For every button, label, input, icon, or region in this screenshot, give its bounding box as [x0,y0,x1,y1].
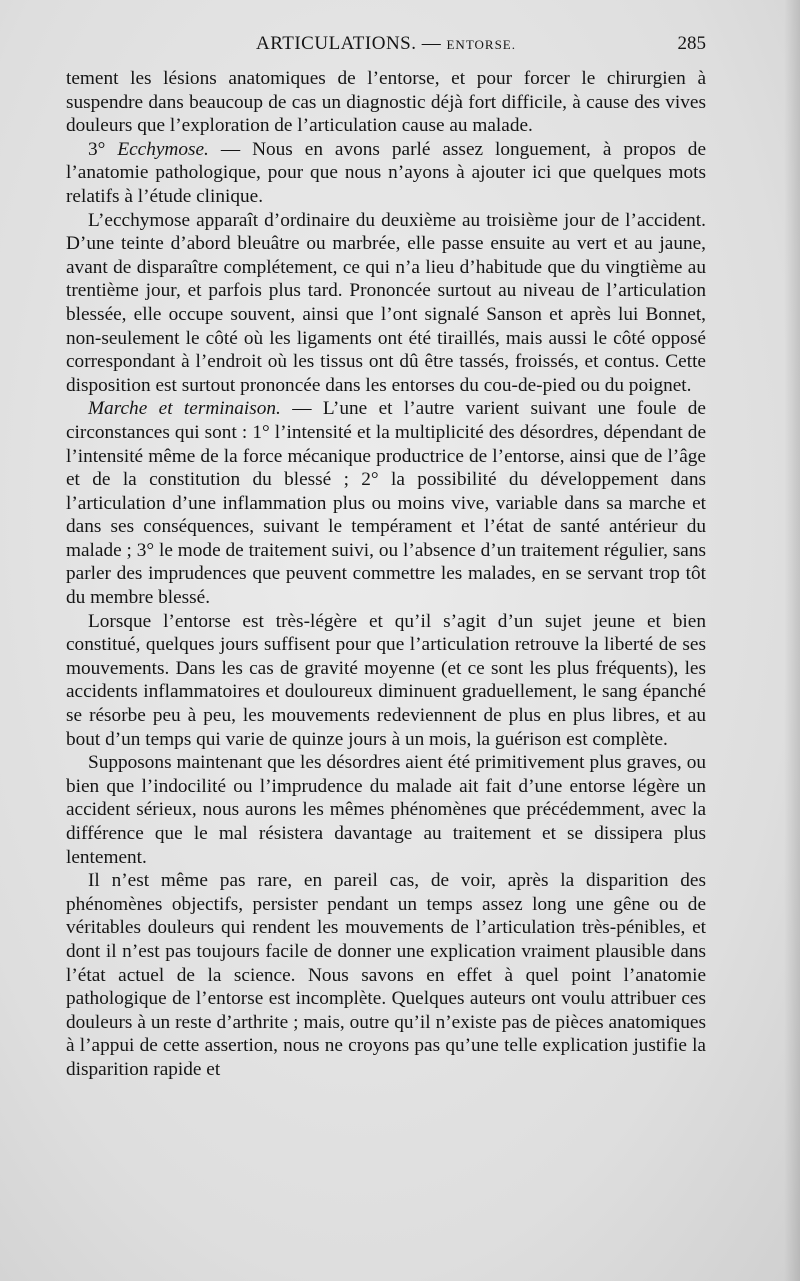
running-header [66,33,706,57]
paragraph: L’ecchymose apparaît d’ordinaire du deuxième au troisième jour de l’accident. D’une teinte d’abord bleuâtre ou marbrée, elle passe ensuite au vert et au jaune, avant de disparaître complétement, ce qui n’a lieu d’habitude que du vingtième au trentième jour, et parfois plus tard. Prononcée surtout au niveau de l’articulation blessée, elle occupe souvent, ainsi que l’ont signalé Sanson et après lui Bonnet, non-seulement le côté où les ligaments ont été tiraillés, mais aussi le côté opposé correspondant à l’endroit où les tissus ont dû être tassés, froissés, et contus. Cette disposition est surtout prononcée dans les entorses du cou-de-pied ou du poignet. [66,209,706,396]
paragraph: Marche et terminaison. — L’une et l’autre varient suivant une foule de circonstances qui sont : 1° l’intensité et la multiplicité des désordres, dépendant de l’intensité même de la force mécanique productrice de l’entorse, ainsi que de l’âge et de la constitution du blessé ; 2° la possibilité du développement dans l’articulation d’une inflammation plus ou moins vive, variable dans sa marche et dans ses conséquences, suivant le tempérament et l’état de santé antérieur du malade ; 3° le mode de traitement suivi, ou l’absence d’un traitement régulier, sans parler des imprudences que peuvent commettre les malades, en se servant trop tôt du membre blessé. [66,398,706,609]
page-gutter-shadow [784,0,800,1281]
title-dash: — [421,33,442,54]
paragraph: Lorsque l’entorse est très-légère et qu’il s’agit d’un sujet jeune et bien constitué, quelques jours suffisent pour que l’articulation retrouve la liberté de ses mouvements. Dans les cas de gravité moyenne (et ce sont les plus fréquents), les accidents inflammatoires et douloureux diminuent graduellement, le sang épanché se résorbe peu à peu, les mouvements redeviennent de plus en plus libres, et au bout d’un temps qui varie de quinze jours à un mois, la guérison est complète. [66,610,706,750]
paragraph: 3° Ecchymose. — Nous en avons parlé assez longuement, à propos de l’anatomie pathologique, pour que nous n’ayons à ajouter ici que quelques mots relatifs à l’étude clinique. [66,138,707,207]
title-sub: ENTORSE. [446,37,516,52]
section-heading: Ecchymose. [117,138,209,160]
section-heading: Marche et terminaison. [88,398,281,420]
paragraph: Supposons maintenant que les désordres aient été primitivement plus graves, ou bien que l’indocilité ou l’imprudence du malade ait fait d’une entorse légère un accident sérieux, nous aurons les mêmes phénomènes que précédemment, avec la différence que le mal résistera davantage au traitement et se dissipera plus lentement. [66,752,706,868]
running-title [66,33,706,55]
paragraph: tement les lésions anatomiques de l’entorse, et pour forcer le chirurgien à suspendre dans beaucoup de cas un diagnostic déjà fort difficile, à cause des vives douleurs que l’exploration de l’articulation cause au malade. [66,68,706,137]
paragraph: Il n’est même pas rare, en pareil cas, de voir, après la disparition des phénomènes objectifs, persister pendant un temps assez long une gêne ou de véritables douleurs qui rendent les mouvements de l’articulation très-pénibles, et dont il n’est pas toujours facile de donner une explication vraiment plausible dans l’état actuel de la science. Nous savons en effet à quel point l’anatomie pathologique de l’entorse est incomplète. Quelques auteurs ont voulu attribuer ces douleurs à un reste d’arthrite ; mais, outre qu’il n’existe pas de pièces anatomiques à l’appui de cette assertion, nous ne croyons pas qu’une telle explication justifie la disparition rapide et [66,870,706,1080]
body-text [66,67,706,1082]
title-main: ARTICULATIONS. [255,33,417,54]
page-number: 285 [677,33,706,54]
